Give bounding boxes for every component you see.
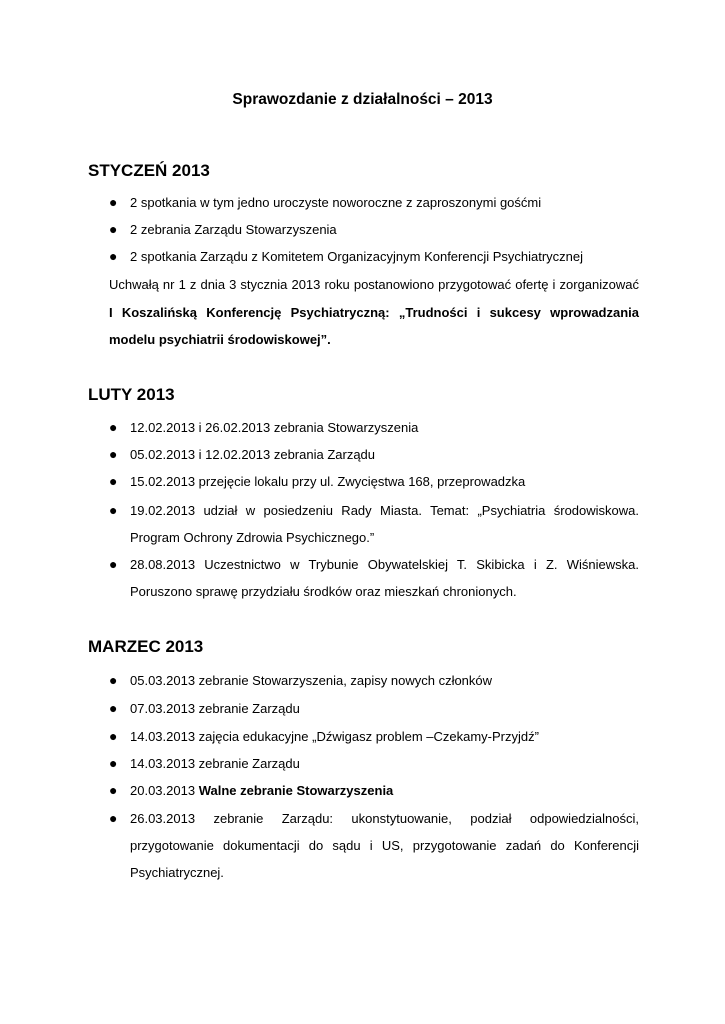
resolution-intro: Uchwałą nr 1 z dnia 3 stycznia 2013 roku postanowiono przygotować ofertę i zorganizować bbox=[109, 277, 639, 292]
bullet-icon: ● bbox=[109, 446, 118, 462]
conference-name: I Koszalińską Konferencję Psychiatryczną: „Trudności i sukcesy wprowadzania modelu psychiatrii środowiskowej”. bbox=[109, 304, 639, 347]
bullet-icon: ● bbox=[109, 221, 118, 237]
section-heading-luty: LUTY 2013 bbox=[88, 385, 175, 404]
list-item: ● 07.03.2013 zebranie Zarządu bbox=[109, 695, 639, 722]
list-item: ● 14.03.2013 zebranie Zarządu bbox=[109, 750, 639, 777]
list-item: ● 15.02.2013 przejęcie lokalu przy ul. Zwycięstwa 168, przeprowadzka bbox=[109, 468, 639, 495]
list-item: ● 2 zebrania Zarządu Stowarzyszenia bbox=[109, 216, 639, 243]
bullet-icon: ● bbox=[109, 810, 118, 826]
list-item-walne bbox=[109, 777, 639, 804]
section-heading-marzec: MARZEC 2013 bbox=[88, 637, 204, 656]
list-item: ● 14.03.2013 zajęcia edukacyjne „Dźwigasz problem –Czekamy-Przyjdź” bbox=[109, 723, 639, 750]
bullet-icon: ● bbox=[109, 672, 118, 688]
document-title: Sprawozdanie z działalności – 2013 bbox=[232, 91, 493, 108]
list-item: ● 26.03.2013 zebranie Zarządu: ukonstytuowanie, podział odpowiedzialności, przygotowanie dokumentacji do sądu i US, przygotowanie zadań do Konferencji Psychiatrycznej. bbox=[109, 805, 639, 886]
list-item: ● 2 spotkania Zarządu z Komitetem Organizacyjnym Konferencji Psychiatrycznej bbox=[109, 243, 639, 270]
bullet-icon: ● bbox=[109, 502, 118, 518]
bullet-icon: ● bbox=[109, 248, 118, 264]
walne-date: 20.03.2013 bbox=[130, 783, 196, 798]
bullet-icon: ● bbox=[109, 700, 118, 716]
bullet-icon: ● bbox=[109, 419, 118, 435]
bullet-icon: ● bbox=[109, 473, 118, 489]
resolution-paragraph bbox=[109, 271, 639, 354]
list-item: ● 19.02.2013 udział w posiedzeniu Rady Miasta. Temat: „Psychiatria środowiskowa. Program Ochrony Zdrowia Psychicznego.” bbox=[109, 497, 639, 551]
list-item: ● 05.03.2013 zebranie Stowarzyszenia, zapisy nowych członków bbox=[109, 667, 639, 694]
list-item: ● 12.02.2013 i 26.02.2013 zebrania Stowarzyszenia bbox=[109, 414, 639, 441]
bullet-icon: ● bbox=[109, 755, 118, 771]
list-item: ● 28.08.2013 Uczestnictwo w Trybunie Obywatelskiej T. Skibicka i Z. Wiśniewska. Poruszono sprawę przydziału środków oraz mieszkań chronionych. bbox=[109, 551, 639, 605]
bullet-icon: ● bbox=[109, 782, 118, 798]
bullet-icon: ● bbox=[109, 194, 118, 210]
bullet-icon: ● bbox=[109, 728, 118, 744]
list-item: ● 05.02.2013 i 12.02.2013 zebrania Zarządu bbox=[109, 441, 639, 468]
walne-label: Walne zebranie Stowarzyszenia bbox=[198, 783, 394, 798]
list-item: ● 2 spotkania w tym jedno uroczyste noworoczne z zaproszonymi gośćmi bbox=[109, 189, 639, 216]
section-heading-styczen: STYCZEŃ 2013 bbox=[88, 161, 210, 180]
bullet-icon: ● bbox=[109, 556, 118, 572]
